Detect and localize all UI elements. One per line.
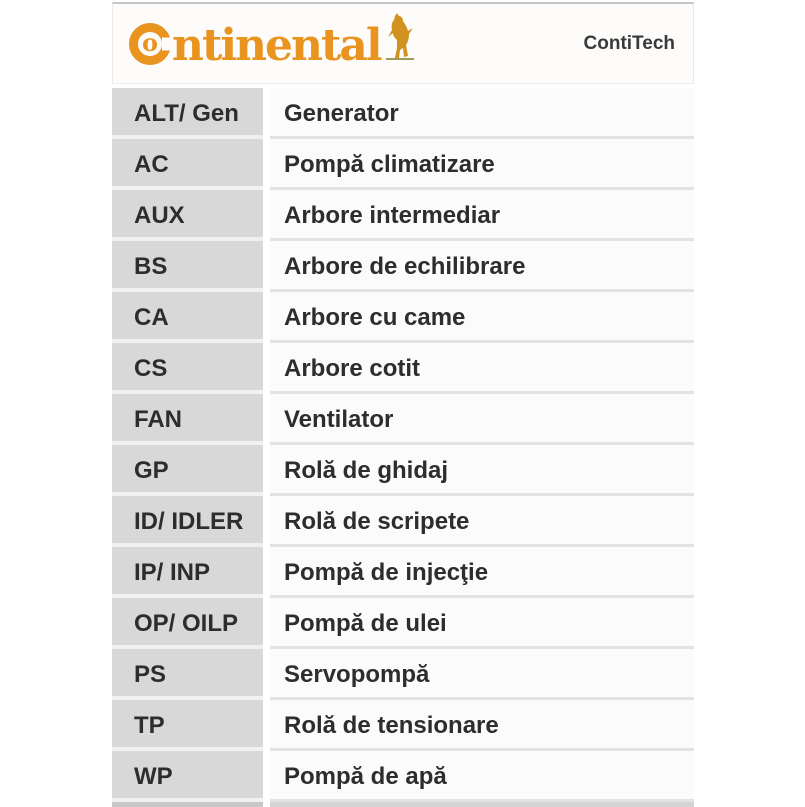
description-cell: Pompă de injecţie <box>270 547 694 598</box>
code-cell: IP/ INP <box>112 547 263 598</box>
description-cell: Pompă de apă <box>270 751 694 802</box>
code-cell: TP <box>112 700 263 751</box>
code-cell: ALT/ Gen <box>112 88 263 139</box>
description-cell: Pompă de ulei <box>270 598 694 649</box>
code-cell: OP/ OILP <box>112 598 263 649</box>
column-divider <box>263 445 270 496</box>
table-row <box>112 241 694 292</box>
table-row <box>112 292 694 343</box>
column-divider <box>263 598 270 649</box>
table-row <box>112 598 694 649</box>
table-row <box>112 751 694 802</box>
table-row <box>112 343 694 394</box>
code-cell: BS <box>112 241 263 292</box>
continental-logo-c-ring <box>129 23 171 65</box>
description-cell: Rolă de scripete <box>270 496 694 547</box>
header <box>112 2 694 84</box>
column-divider <box>263 139 270 190</box>
code-cell: GP <box>112 445 263 496</box>
continental-logo <box>129 19 416 71</box>
description-cell: Ventilator <box>270 394 694 445</box>
code-cell: CS <box>112 343 263 394</box>
code-cell: FAN <box>112 394 263 445</box>
column-divider <box>263 751 270 802</box>
table-row <box>112 445 694 496</box>
description-cell: Rolă de ghidaj <box>270 445 694 496</box>
column-divider <box>263 190 270 241</box>
table-row <box>112 394 694 445</box>
description-cell: Arbore de echilibrare <box>270 241 694 292</box>
column-divider <box>263 241 270 292</box>
column-divider <box>263 547 270 598</box>
column-divider <box>263 292 270 343</box>
table-row <box>112 190 694 241</box>
description-cell: Arbore intermediar <box>270 190 694 241</box>
description-cell: Arbore cotit <box>270 343 694 394</box>
abbreviation-table <box>112 88 694 807</box>
column-divider <box>263 343 270 394</box>
table-row <box>112 649 694 700</box>
continental-wordmark: ntinental <box>172 20 381 71</box>
code-cell: AC <box>112 139 263 190</box>
table-row <box>112 139 694 190</box>
description-cell: Generator <box>270 88 694 139</box>
table-row <box>112 88 694 139</box>
contitech-logo: ContiTech <box>583 32 675 54</box>
column-divider <box>263 649 270 700</box>
column-divider <box>263 88 270 139</box>
description-cell: Pompă climatizare <box>270 139 694 190</box>
code-cell: AUX <box>112 190 263 241</box>
table-row <box>112 700 694 751</box>
table-row <box>112 496 694 547</box>
continental-horse-icon <box>386 12 416 67</box>
continental-logo-o: o <box>141 27 159 57</box>
code-cell: PS <box>112 649 263 700</box>
content-panel <box>112 2 694 807</box>
code-cell: ID/ IDLER <box>112 496 263 547</box>
column-divider <box>263 700 270 751</box>
code-cell: CA <box>112 292 263 343</box>
column-divider <box>263 496 270 547</box>
column-divider <box>263 394 270 445</box>
table-row <box>112 547 694 598</box>
description-cell: Arbore cu came <box>270 292 694 343</box>
code-cell: WP <box>112 751 263 802</box>
description-cell: Servopompă <box>270 649 694 700</box>
description-cell: Rolă de tensionare <box>270 700 694 751</box>
